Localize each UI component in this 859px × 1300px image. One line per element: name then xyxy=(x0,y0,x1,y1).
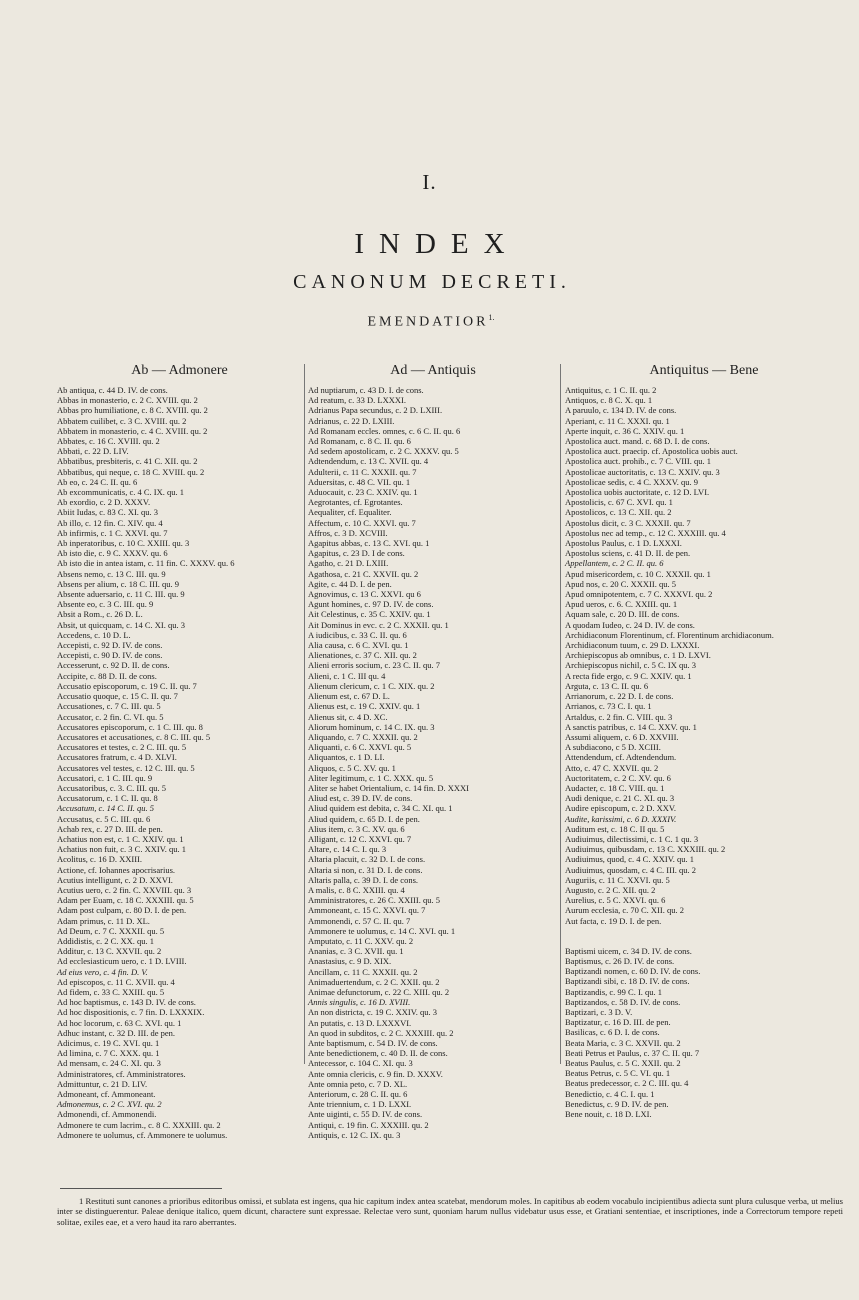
index-entry: A iudicibus, c. 33 C. II. qu. 6 xyxy=(308,629,407,640)
index-entry: Assumi aliquem, c. 6 D. XXVIII. xyxy=(565,731,679,742)
index-entry: Abbatem in monasterio, c. 4 C. XVIII. qu. 2 xyxy=(57,425,208,436)
index-entry: Accusatores episcoporum, c. 1 C. III. qu. 8 xyxy=(57,721,203,732)
index-entry: Agatho, c. 21 D. LXIII. xyxy=(308,558,389,569)
footnote-mark: 1. xyxy=(488,313,495,322)
index-entry: Ante omnia peto, c. 7 D. XL. xyxy=(308,1078,408,1089)
index-entry: Apostolus nec ad temp., c. 12 C. XXXIII. qu. 4 xyxy=(565,527,726,538)
index-entry: A subdiacono, c 5 D. XCIII. xyxy=(565,742,661,753)
index-entry: Altaria si non, c. 31 D. I. de cons. xyxy=(308,864,423,875)
index-entry: Ad Deum, c. 7 C. XXXII. qu. 5 xyxy=(57,925,165,936)
index-entry: Adulterii, c. 11 C. XXXII. qu. 7 xyxy=(308,466,417,477)
index-entry: Achatius non est, c. 1 C. XXIV. qu. 1 xyxy=(57,833,184,844)
index-entry: Apostolus sciens, c. 41 D. II. de pen. xyxy=(565,548,691,559)
index-entry: Aliud quidem est debita, c. 34 C. XI. qu. 1 xyxy=(308,803,453,814)
index-entry: Ad episcopos, c. 11 C. XVII. qu. 4 xyxy=(57,976,175,987)
index-entry: Alienum est, c. 67 D. L. xyxy=(308,691,390,702)
index-entry: Agathosa, c. 21 C. XXVII. qu. 2 xyxy=(308,568,419,579)
index-entry: Anteriorum, c. 28 C. II. qu. 6 xyxy=(308,1089,408,1100)
index-entry: Additur, c. 13 C. XXVII. qu. 2 xyxy=(57,946,162,957)
index-entry: Archidiaconum tuum, c. 29 D. LXXXI. xyxy=(565,640,700,651)
index-entry: Ammoneant, c. 15 C. XXVI. qu. 7 xyxy=(308,905,426,916)
index-entry: Aliquos, c. 5 C. XV. qu. 1 xyxy=(308,762,396,773)
index-entry: Antiquitus, c. 1 C. II. qu. 2 xyxy=(565,385,657,395)
index-entry: Aliquantos, c. 1 D. LI. xyxy=(308,752,385,763)
index-entry: Beati Petrus et Paulus, c. 37 C. II. qu. 7 xyxy=(565,1047,700,1058)
index-entry: Alienus sit, c. 4 D. XC. xyxy=(308,711,388,722)
index-entry: Beata Maria, c. 3 C. XXVII. qu. 2 xyxy=(565,1037,681,1048)
index-entry: Anastasius, c. 9 D. XIX. xyxy=(308,956,392,967)
index-entry: Aliud est, c. 39 D. IV. de cons. xyxy=(308,793,413,804)
index-entry: Absente aduersario, c. 11 C. III. qu. 9 xyxy=(57,589,185,600)
index-entry: Auctoritatem, c. 2 C. XV. qu. 6 xyxy=(565,772,671,783)
index-entry: Benedictio, c. 4 C. I. qu. 1 xyxy=(565,1088,655,1099)
index-entry: Ante omnia clericis, c. 9 fin. D. XXXV. xyxy=(308,1068,443,1079)
index-entry: Accusator, c. 2 fin. C. VI. qu. 5 xyxy=(57,711,164,722)
index-entry: Antiquos, c. 8 C. X. qu. 1 xyxy=(565,395,653,406)
index-entry: Accedens, c. 10 D. L. xyxy=(57,629,131,640)
index-entry: Alienationes, c. 37 C. XII. qu. 2 xyxy=(308,650,417,661)
index-entry: Adtendendum, c. 13 C. XVII. qu. 4 xyxy=(308,456,429,467)
index-entry: Accepisti, c. 92 D. IV. de cons. xyxy=(57,640,163,651)
index-entry: Alia causa, c. 6 C. XVI. qu. 1 xyxy=(308,640,409,651)
index-entry: Alligant, c. 12 C. XXVI. qu. 7 xyxy=(308,833,412,844)
index-entry: Accusatoribus, c. 3. C. III. qu. 5 xyxy=(57,782,167,793)
index-entry: Arrianos, c. 73 C. I. qu. 1 xyxy=(565,701,652,712)
index-entry: Appellantem, c. 2 C. II. qu. 6 xyxy=(565,558,664,569)
index-entry: Aliorum hominum, c. 14 C. IX. qu. 3 xyxy=(308,721,435,732)
index-entry: Accepisti, c. 90 D. IV. de cons. xyxy=(57,650,163,661)
index-entry: Ad eius vero, c. 4 fin. D. V. xyxy=(57,966,148,977)
column-divider xyxy=(304,364,305,1064)
index-entry: Accipite, c. 88 D. II. de cons. xyxy=(57,670,157,681)
index-entry: Accusatores et testes, c. 2 C. III. qu. 5 xyxy=(57,742,187,753)
index-entry: Ammonendi, c. 57 C. II. qu. 7 xyxy=(308,915,411,926)
index-entry: Aduocauit, c. 23 C. XXIV. qu. 1 xyxy=(308,487,418,498)
index-entry: Apostolica auct. mand. c. 68 D. I. de cons. xyxy=(565,436,710,447)
column-entries xyxy=(565,385,843,1119)
index-entry: Archiepiscopus ab omnibus, c. 1 D. LXVI. xyxy=(565,650,711,661)
index-entry: Ab isto die, c. 9 C. XXXV. qu. 6 xyxy=(57,548,168,559)
index-entry: Acutius uero, c. 2 fin. C. XXVIII. qu. 3 xyxy=(57,884,192,895)
index-entry: Ad reatum, c. 33 D. LXXXI. xyxy=(308,395,406,406)
index-entry: Ab infirmis, c. 1 C. XXVI. qu. 7 xyxy=(57,527,168,538)
index-entry: Abbas in monasterio, c. 2 C. XVIII. qu. 2 xyxy=(57,395,198,406)
index-entry: Animaduertendum, c. 2 C. XXII. qu. 2 xyxy=(308,976,440,987)
index-entry: Absens per alium, c. 18 C. III. qu. 9 xyxy=(57,578,180,589)
index-entry: Accusatores vel testes, c. 12 C. III. qu. 5 xyxy=(57,762,195,773)
index-entry: Baptizandis, c. 99 C. I. qu. 1 xyxy=(565,986,663,997)
index-entry: Altaria placuit, c. 32 D. I. de cons. xyxy=(308,854,426,865)
index-entry: Apostolicae sedis, c. 4 C. XXXV. qu. 9 xyxy=(565,476,698,487)
index-entry: Ad mensam, c. 24 C. XI. qu. 3 xyxy=(57,1058,161,1069)
index-entry: An putatis, c. 13 D. LXXXVI. xyxy=(308,1017,412,1028)
index-entry: Aquam sale, c. 20 D. III. de cons. xyxy=(565,609,680,620)
index-entry: Accusatio episcoporum, c. 19 C. II. qu. 7 xyxy=(57,680,197,691)
index-entry: Aperte inquit, c. 36 C. XXIV. qu. 1 xyxy=(565,425,685,436)
index-entry: Archiepiscopus nichil, c. 5 C. IX qu. 3 xyxy=(565,660,697,671)
column-header: Ad — Antiquis xyxy=(390,363,476,378)
index-entry: Actione, cf. Iohannes apocrisarius. xyxy=(57,864,176,875)
index-entry: Annis singulis, c. 16 D. XVIII. xyxy=(308,997,411,1008)
index-entry: Audite, karissimi, c. 6 D. XXXIV. xyxy=(565,813,677,824)
index-entry: Aequaliter, cf. Equaliter. xyxy=(308,507,392,518)
index-entry: Abbas pro humiliatione, c. 8 C. XVIII. qu. 2 xyxy=(57,405,208,416)
index-entry: Aurum ecclesia, c. 70 C. XII. qu. 2 xyxy=(565,905,684,916)
emendatior-text: EMENDATIOR xyxy=(367,314,489,330)
index-entry: Apostolus dicit, c. 3 C. XXXII. qu. 7 xyxy=(565,517,691,528)
index-entry: Apostolicis, c. 67 C. XVI. qu. 1 xyxy=(565,497,673,508)
index-entry: Aegrotantes, cf. Egrotantes. xyxy=(308,497,403,508)
index-entry: Alienus est, c. 19 C. XXIV. qu. 1 xyxy=(308,701,421,712)
index-column-2 xyxy=(308,362,558,1140)
index-entry: Ad Romanam eccles. omnes, c. 6 C. II. qu. 6 xyxy=(308,425,461,436)
index-entry: Abbati, c. 22 D. LIV. xyxy=(57,446,129,457)
index-entry: Apud nos, c. 20 C. XXXII. qu. 5 xyxy=(565,578,676,589)
index-entry: Apostolus Paulus, c. 1 D. LXXXI. xyxy=(565,538,682,549)
index-entry: Accusationes, c. 7 C. III. qu. 5 xyxy=(57,701,161,712)
index-entry: Ad hoc dispositionis, c. 7 fin. D. LXXXIX. xyxy=(57,1007,205,1018)
index-entry: Ananias, c. 3 C. XVII. qu. 1 xyxy=(308,946,404,957)
index-entry: Accusatores fratrum, c. 4 D. XLVI. xyxy=(57,752,177,763)
index-entry: Audiuimus, dilectissimi, c. 1 C. 1 qu. 3 xyxy=(565,833,699,844)
index-entry: Agapitus abbas, c. 13 C. XVI. qu. 1 xyxy=(308,538,430,549)
index-entry: Benedictus, c. 9 D. IV. de pen. xyxy=(565,1098,669,1109)
index-entry: Aduersitas, c. 48 C. VII. qu. 1 xyxy=(308,476,411,487)
index-entry: Accusatus, c. 5 C. III. qu. 6 xyxy=(57,813,151,824)
index-entry: Aperiant, c. 11 C. XXXI. qu. 1 xyxy=(565,415,670,426)
index-entry: Ancillam, c. 11 C. XXXII. qu. 2 xyxy=(308,966,418,977)
column-header: Ab — Admonere xyxy=(131,363,228,378)
index-entry: Addidistis, c. 2 C. XX. qu. 1 xyxy=(57,935,155,946)
index-entry: A recta fide ergo, c. 9 C. XXIV. qu. 1 xyxy=(565,670,692,681)
index-entry: Basilicas, c. 6 D. I. de cons. xyxy=(565,1027,660,1038)
index-entry: Adam post culpam, c. 80 D. I. de pen. xyxy=(57,905,187,916)
index-entry: Baptizatur, c. 16 D. III. de pen. xyxy=(565,1017,671,1028)
index-entry: Adhuc instant, c. 32 D. III. de pen. xyxy=(57,1027,176,1038)
index-entry: Accusatorum, c. 1 C. II. qu. 8 xyxy=(57,793,158,804)
index-entry: Administratores, cf. Amministratores. xyxy=(57,1068,186,1079)
page-title: INDEX xyxy=(354,228,520,260)
index-entry: Agapitus, c. 23 D. I de cons. xyxy=(308,548,405,559)
index-entry: Amputato, c. 11 C. XXV. qu. 2 xyxy=(308,935,414,946)
index-entry: Ante baptismum, c. 54 D. IV. de cons. xyxy=(308,1038,438,1048)
index-entry: Ante benedictionem, c. 40 D. II. de cons. xyxy=(308,1048,448,1059)
index-entry: Ab inperatoribus, c. 10 C. XXIII. qu. 3 xyxy=(57,538,190,549)
index-entry: Apostolica uobis auctoritate, c. 12 D. LVI. xyxy=(565,487,710,498)
index-entry: Ab isto die in antea istam, c. 11 fin. C. XXXV. qu. 6 xyxy=(57,558,235,569)
index-entry: Adrianus Papa secundus, c. 2 D. LXIII. xyxy=(308,405,443,416)
index-entry: Baptismi uicem, c. 34 D. IV. de cons. xyxy=(565,945,692,956)
index-entry: Apud ueros, c. 6. C. XXIII. qu. 1 xyxy=(565,599,678,610)
index-entry: Absens nemo, c. 13 C. III. qu. 9 xyxy=(57,568,166,579)
index-column-3 xyxy=(565,362,843,1120)
index-entry: Auguriis, c. 11 C. XXVI. qu. 5 xyxy=(565,874,670,885)
section-number: I. xyxy=(422,170,437,194)
index-entry: Ait Celestinus, c. 35 C. XXIV. qu. 1 xyxy=(308,609,431,620)
index-entry: Antiqui, c. 19 fin. C. XXXIII. qu. 2 xyxy=(308,1119,429,1130)
index-entry: Aliud quidem, c. 65 D. I. de pen. xyxy=(308,813,420,824)
index-entry: Abbatibus, presbiteris, c. 41 C. XII. qu. 2 xyxy=(57,456,198,467)
index-entry: Ammonere te uolumus, c. 14 C. XVI. qu. 1 xyxy=(308,925,456,936)
index-entry: Ab antiqua, c. 44 D. IV. de cons. xyxy=(57,385,168,395)
index-entry: Apud misericordem, c. 10 C. XXXII. qu. 1 xyxy=(565,568,711,579)
index-entry: Agnovimus, c. 13 C. XXVI. qu 6 xyxy=(308,589,421,600)
index-entry: Altaris palla, c. 39 D. I. de cons. xyxy=(308,874,418,885)
index-entry: Acutius intelligunt, c. 2 D. XXVI. xyxy=(57,874,173,885)
index-entry: Alieni erroris socium, c. 23 C. II. qu. 7 xyxy=(308,660,440,671)
index-entry: Absit a Rom., c. 26 D. L. xyxy=(57,609,143,620)
index-entry: Agunt homines, c. 97 D. IV. de cons. xyxy=(308,599,434,610)
index-entry: A paruulo, c. 134 D. IV. de cons. xyxy=(565,405,677,416)
index-entry: Animae defunctorum, c. 22 C. XIII. qu. 2 xyxy=(308,986,450,997)
index-entry: Audi denique, c. 21 C. XI. qu. 3 xyxy=(565,793,675,804)
index-entry: Arrianorum, c. 22 D. I. de cons. xyxy=(565,691,674,702)
index-entry: Audire episcopum, c. 2 D. XXV. xyxy=(565,803,677,814)
footnote: 1 Restituti sunt canones a prioribus editoribus omissi, et sublata est ingens, qua hic capitum index antea scatebat, mendorum moles. In capitibus ab eodem vocabulo incipientibus adiecta sunt plura culusque verba, ut melius inter se distinguerentur. Paleae denique italico, quem dicunt, charactere sunt expressae. Relectae vero sunt, quoniam harum nullus videbatur usus esse, et Gratiani sententiae, et inscriptiones, inde a Correctorum tempore repeti solitae, exiles eae, et a vero haud ita raro aberrantes. xyxy=(57,1196,843,1227)
index-entry: Admonemus, c. 2 C. XVI. qu. 2 xyxy=(57,1099,162,1110)
index-entry: Beatus Paulus, c. 5 C. XXII. qu. 2 xyxy=(565,1058,681,1068)
index-entry: Ab eo, c. 24 C. II. qu. 6 xyxy=(57,476,138,487)
index-entry: Admonere te uolumus, cf. Ammonere te uolumus. xyxy=(57,1129,228,1140)
index-entry: Agite, c. 44 D. I. de pen. xyxy=(308,578,392,589)
index-entry: Accesserunt, c. 92 D. II. de cons. xyxy=(57,660,170,671)
index-entry: Aliter legitimum, c. 1 C. XXX. qu. 5 xyxy=(308,772,434,783)
index-entry: Augusto, c. 2 C. XII. qu. 2 xyxy=(565,884,656,895)
index-entry: Arguta, c. 13 C. II. qu. 6 xyxy=(565,680,649,691)
index-entry: Atto, c. 47 C. XXVII. qu. 2 xyxy=(565,762,659,773)
index-entry: Aliquanti, c. 6 C. XXVI. qu. 5 xyxy=(308,742,412,753)
index-entry: Abbatibus, qui neque, c. 18 C. XVIII. qu. 2 xyxy=(57,466,205,477)
index-column-1 xyxy=(57,362,302,1140)
index-entry: Ante triennium, c. 1 D. LXXI. xyxy=(308,1099,412,1110)
index-entry: Beatus predecessor, c. 2 C. III. qu. 4 xyxy=(565,1078,689,1089)
index-entry: Ad hoc locorum, c. 63 C. XVI. qu. 1 xyxy=(57,1017,182,1028)
index-entry: Alius item, c. 3 C. XV. qu. 6 xyxy=(308,823,405,834)
index-entry: A quodam Iudeo, c. 24 D. IV. de cons. xyxy=(565,619,695,630)
index-entry: Adam per Euam, c. 18 C. XXXIII. qu. 5 xyxy=(57,895,194,906)
index-entry: Ait Dominus in evc. c. 2 C. XXXII. qu. 1 xyxy=(308,619,449,630)
index-entry: An quod in subditos, c. 2 C. XXXIII. qu. 2 xyxy=(308,1027,454,1038)
index-entry: Achab rex, c. 27 D. III. de pen. xyxy=(57,823,163,834)
index-entry: Audiuimus, quod, c. 4 C. XXIV. qu. 1 xyxy=(565,854,694,865)
index-entry: Artaldus, c. 2 fin. C. VIII. qu. 3 xyxy=(565,711,673,722)
index-entry: Ad ecclesiasticum uero, c. 1 D. LVIII. xyxy=(57,956,187,967)
index-entry: Bene nouit, c. 18 D. LXI. xyxy=(565,1109,652,1120)
index-entry: Admittuntur, c. 21 D. LIV. xyxy=(57,1078,148,1089)
index-entry: Absente eo, c. 3 C. III. qu. 9 xyxy=(57,599,154,610)
index-entry: Ab exordio, c. 2 D. XXXV. xyxy=(57,497,151,508)
index-entry: Ad Romanam, c. 8 C. II. qu. 6 xyxy=(308,436,411,447)
index-entry: Amministratores, c. 26 C. XXIII. qu. 5 xyxy=(308,895,440,906)
footnote-rule xyxy=(60,1188,222,1189)
column-entries xyxy=(57,385,302,1140)
column-header: Antiquitus — Bene xyxy=(649,363,759,378)
index-entry: Affectum, c. 10 C. XXVI. qu. 7 xyxy=(308,517,416,528)
index-entry: Apostolica auct. prohib., c. 7 C. VIII. qu. 1 xyxy=(565,456,711,467)
index-entry: Altare, c. 14 C. I. qu. 3 xyxy=(308,844,387,855)
emendatior-line xyxy=(0,313,859,331)
index-entry: Ad fidem, c. 33 C. XXIII. qu. 5 xyxy=(57,986,165,997)
index-entry: Achatius non fuit, c. 3 C. XXIV. qu. 1 xyxy=(57,844,186,855)
index-entry: Audacter, c. 18 C. VIII. qu. 1 xyxy=(565,782,665,793)
index-entry: Auditum est, c. 18 C. II qu. 5 xyxy=(565,823,665,834)
page-subtitle: CANONUM DECRETI. xyxy=(293,271,571,293)
index-entry: Baptizandi sibi, c. 18 D. IV. de cons. xyxy=(565,976,690,987)
index-entry: Absit, ut quicquam, c. 14 C. XI. qu. 3 xyxy=(57,619,185,630)
index-entry: Antiquis, c. 12 C. IX. qu. 3 xyxy=(308,1129,401,1140)
index-entry: Alienum clericum, c. 1 C. XIX. qu. 2 xyxy=(308,680,435,691)
index-entry: Beatus Petrus, c. 5 C. VI. qu. 1 xyxy=(565,1068,671,1079)
index-entry: Accusatores et accusationes, c. 8 C. III. qu. 5 xyxy=(57,731,211,742)
index-entry: Ab illo, c. 12 fin. C. XIV. qu. 4 xyxy=(57,517,163,528)
index-entry: Abbatem cuilibet, c. 3 C. XVIII. qu. 2 xyxy=(57,415,187,426)
index-entry: Affros, c. 3 D. XCVIII. xyxy=(308,527,388,538)
index-entry: A sanctis patribus, c. 14 C. XXV. qu. 1 xyxy=(565,721,697,732)
index-entry: Acolitus, c. 16 D. XXIII. xyxy=(57,854,142,865)
index-entry: A malis, c. 8 C. XXIII. qu. 4 xyxy=(308,884,405,895)
index-entry: Admonendi, cf. Ammonendi. xyxy=(57,1109,157,1120)
index-entry: Aut facta, c. 19 D. I. de pen. xyxy=(565,915,662,926)
index-entry: Admonere te cum lacrim., c. 8 C. XXXIII. qu. 2 xyxy=(57,1119,221,1130)
index-entry: Ab excommunicatis, c. 4 C. IX. qu. 1 xyxy=(57,487,185,498)
index-entry: Adicimus, c. 19 C. XVI. qu. 1 xyxy=(57,1038,160,1048)
index-entry: Apostolicae auctoritatis, c. 13 C. XXIV. qu. 3 xyxy=(565,466,720,477)
index-entry: Ante uiginti, c. 55 D. IV. de cons. xyxy=(308,1109,423,1120)
index-entry: Attendendum, cf. Adtendendum. xyxy=(565,752,677,763)
column-entries xyxy=(308,385,558,1140)
index-entry: Baptizandos, c. 58 D. IV. de cons. xyxy=(565,996,681,1007)
index-entry: Antecessor, c. 104 C. XI. qu. 3 xyxy=(308,1058,413,1069)
index-entry: Accusatum, c. 14 C. II. qu. 5 xyxy=(57,803,155,814)
index-entry: Archidiaconum Florentinum, cf. Florentinum archidiaconum. xyxy=(565,629,774,640)
index-entry: Abiit Iudas, c. 83 C. XI. qu. 3 xyxy=(57,507,159,518)
index-entry: Baptizari, c. 3 D. V. xyxy=(565,1006,633,1017)
index-entry: Adam primus, c. 11 D. XL. xyxy=(57,915,150,926)
index-entry: Aliter se habet Orientalium, c. 14 fin. D. XXXI xyxy=(308,782,469,793)
index-entry: Ad nuptiarum, c. 43 D. I. de cons. xyxy=(308,385,424,395)
index-entry: Apud omnipotentem, c. 7 C. XXXVI. qu. 2 xyxy=(565,589,713,600)
index-entry: Aurelius, c. 5 C. XXVI. qu. 6 xyxy=(565,895,666,906)
index-entry: Audiuimus, quibusdam, c. 13 C. XXXIII. qu. 2 xyxy=(565,844,726,855)
index-entry: Alieni, c. 1 C. III qu. 4 xyxy=(308,670,386,681)
index-entry: Baptismus, c. 26 D. IV. de cons. xyxy=(565,955,675,966)
column-divider xyxy=(560,364,561,1064)
index-entry: Accusatori, c. 1 C. III. qu. 9 xyxy=(57,772,153,783)
index-entry: Ad sedem apostolicam, c. 2 C. XXXV. qu. 5 xyxy=(308,446,459,457)
index-entry: An non districta, c. 19 C. XXIV. qu. 3 xyxy=(308,1007,437,1018)
index-entry: Ad hoc baptismus, c. 143 D. IV. de cons. xyxy=(57,997,196,1008)
index-entry: Ad limina, c. 7 C. XXX. qu. 1 xyxy=(57,1048,160,1059)
index-entry: Admoneant, cf. Ammoneant. xyxy=(57,1089,156,1100)
index-entry: Audiuimus, quosdam, c. 4 C. III. qu. 2 xyxy=(565,864,697,875)
index-entry: Accusatio quoque, c. 15 C. II. qu. 7 xyxy=(57,691,178,702)
index-entry: Apostolica auct. praecip. cf. Apostolica uobis auct. xyxy=(565,446,738,457)
index-entry: Aliquando, c. 7 C. XXXII. qu. 2 xyxy=(308,731,418,742)
index-entry: Baptizandi nomen, c. 60 D. IV. de cons. xyxy=(565,966,701,977)
index-columns xyxy=(57,362,843,1140)
index-entry: Abbates, c. 16 C. XVIII. qu. 2 xyxy=(57,436,160,447)
index-entry: Apostolicos, c. 13 C. XII. qu. 2 xyxy=(565,507,672,518)
index-entry: Adrianus, c. 22 D. LXIII. xyxy=(308,415,395,426)
